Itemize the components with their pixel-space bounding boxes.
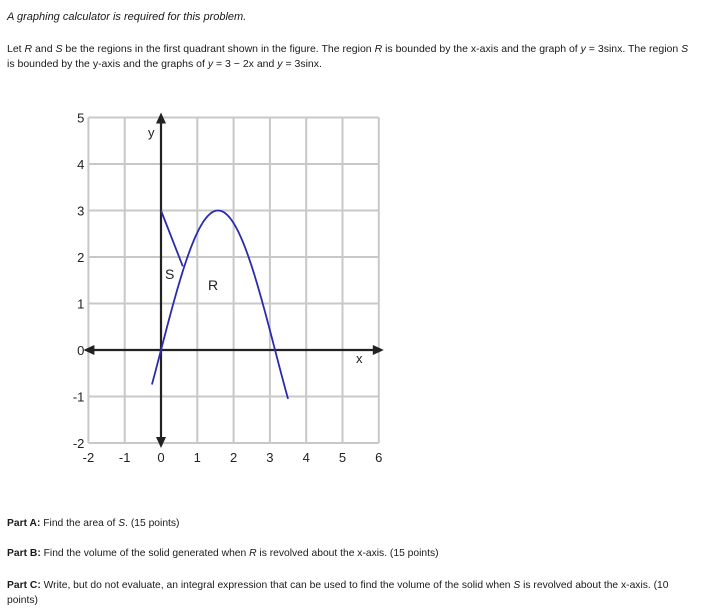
x-tick-label: 4 — [302, 450, 310, 465]
y-tick-label: 5 — [77, 110, 85, 126]
part-c-label: Part C: — [7, 580, 41, 591]
x-tick-label: 6 — [375, 450, 383, 465]
calculator-note: A graphing calculator is required for this problem. — [7, 11, 247, 23]
part-b-label: Part B: — [7, 548, 41, 559]
x-tick-label: -2 — [82, 450, 95, 465]
x-tick-label: -1 — [118, 450, 131, 465]
intro-text: is bounded by the x-axis and the graph of — [382, 43, 581, 55]
region-S-label: S — [165, 266, 175, 282]
region-R-name: R — [374, 43, 383, 55]
variable-y: y — [207, 58, 214, 70]
intro-text: = 3 − 2x and — [213, 58, 278, 70]
x-tick-label: 1 — [193, 450, 201, 465]
y-tick-label: 1 — [77, 296, 85, 312]
y-tick-label: 4 — [77, 157, 85, 172]
y-tick-label: 0 — [77, 343, 85, 358]
part-b-text: is revolved about the x-axis. (15 points) — [256, 548, 439, 559]
y-axis-label: y — [148, 125, 155, 140]
part-c — [7, 578, 691, 608]
part-c-text: is revolved about the x-axis. (10 points) — [7, 580, 669, 606]
x-tick-label: 5 — [338, 450, 347, 465]
x-tick-label: 3 — [266, 450, 274, 465]
part-a-text: . (15 points) — [125, 518, 180, 529]
y-tick-label: -2 — [72, 436, 85, 451]
intro-text: is bounded by the y-axis and the graphs of — [7, 58, 208, 70]
region-R-name: R — [249, 548, 257, 559]
variable-y: y — [580, 43, 586, 55]
intro-text: Let — [7, 43, 25, 55]
variable-y: y — [277, 58, 283, 70]
intro-text: be the regions in the first quadrant shown in the figure. The region — [62, 43, 375, 55]
part-a — [7, 516, 691, 531]
y-tick-label: 2 — [77, 250, 85, 265]
y-tick-label: 3 — [77, 203, 85, 219]
part-a-label: Part A: — [7, 518, 41, 529]
part-b — [7, 546, 691, 561]
curves — [152, 211, 288, 399]
x-tick-label: 0 — [157, 450, 165, 465]
part-c-text: Write, but do not evaluate, an integral expression that can be used to find the volume of the solid when — [40, 580, 514, 591]
x-tick-label: 2 — [229, 450, 238, 465]
intro-text: and — [32, 43, 56, 55]
y-tick-label: -1 — [72, 389, 85, 405]
region-S-name: S — [55, 43, 63, 55]
region-S-name: S — [513, 580, 521, 591]
grid — [88, 118, 378, 444]
intro-text: = 3sinx. — [282, 58, 322, 70]
region-S-name: S — [681, 43, 689, 55]
part-b-text: Find the volume of the solid generated when — [40, 548, 250, 559]
x-axis-label: x — [356, 351, 363, 366]
region-R-label: R — [208, 277, 219, 293]
region-S-name: S — [118, 518, 126, 529]
part-a-text: Find the area of — [40, 518, 119, 529]
region-R-name: R — [24, 43, 33, 55]
intro-text: = 3sinx. The region — [585, 43, 682, 55]
